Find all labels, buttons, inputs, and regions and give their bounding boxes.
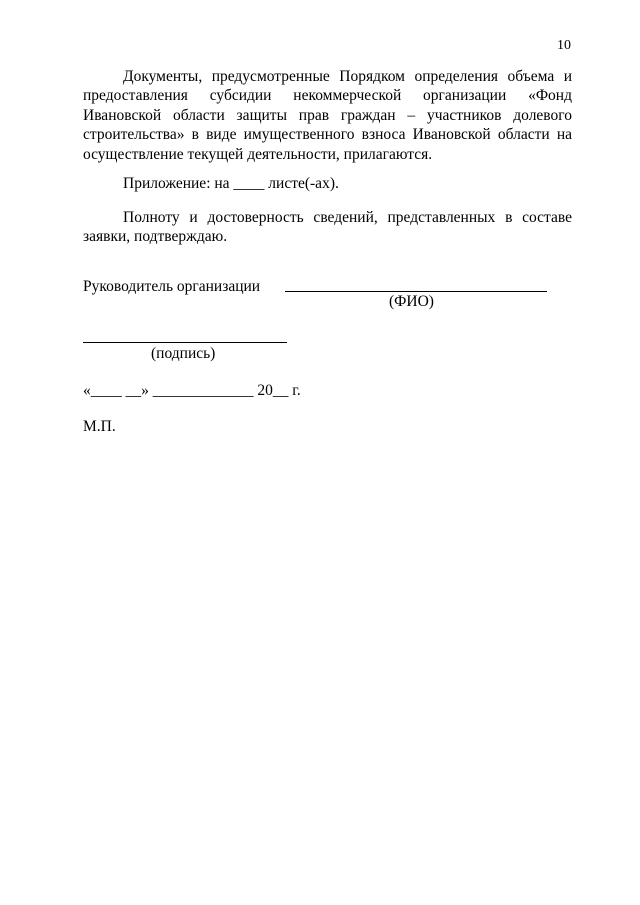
date-line: «____ __» _____________ 20__ г.: [83, 382, 301, 399]
fio-blank-line: [285, 291, 547, 292]
attachment-paragraph: Приложение: на ____ листе(-ах).: [123, 175, 339, 192]
page-number: 10: [557, 38, 571, 53]
signature-blank-line: [83, 342, 287, 343]
fio-caption: (ФИО): [389, 293, 434, 310]
documents-paragraph: Документы, предусмотренные Порядком определения объема и предоставления субсидии некоммерческой организации «Фонд Ивановской области защиты прав граждан – участников долевого строительства» в виде имущественного взноса Ивановской области на осуществление текущей деятельности, прилагаются.: [83, 68, 572, 163]
stamp-placeholder: М.П.: [83, 418, 116, 435]
signature-caption: (подпись): [151, 345, 216, 362]
head-of-organization-label: Руководитель организации: [83, 278, 261, 295]
confirmation-paragraph: Полноту и достоверность сведений, представленных в составе заявки, подтверждаю.: [83, 209, 572, 246]
